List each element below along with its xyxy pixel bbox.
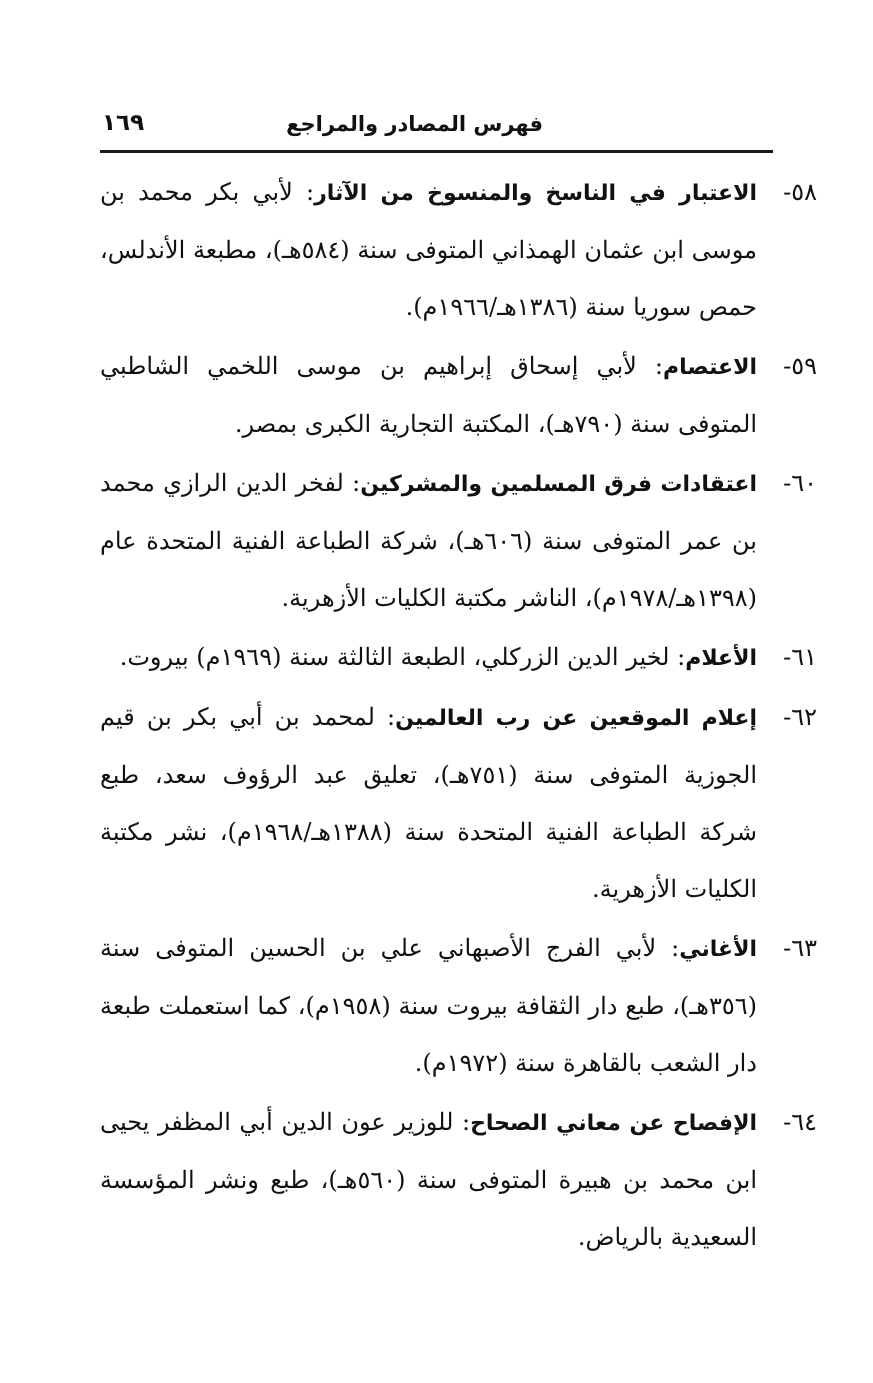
entry-title: إعلام الموقعين عن رب العالمين (395, 706, 757, 731)
bibliography-entry-59 (100, 338, 817, 453)
bibliography-entry-61 (100, 629, 817, 687)
entry-title: الاعتبار في الناسخ والمنسوخ من الآثار (314, 181, 758, 206)
entry-title: الأغاني (679, 937, 757, 962)
entry-number: ٦٤- (783, 1108, 817, 1136)
entry-title: الاعتصام (663, 355, 757, 380)
entry-body (100, 689, 757, 918)
bibliography-entry-60 (100, 455, 817, 627)
entry-text: : لأبي بكر محمد بن موسى ابن عثمان الهمذاني المتوفى سنة (٥٨٤هـ)، مطبعة الأندلس، حمص سوريا سنة (١٣٨٦هـ/١٩٦٦م). (100, 178, 757, 321)
entry-body (100, 338, 757, 453)
entry-number: ٦٣- (783, 934, 817, 962)
entry-body (100, 455, 757, 627)
entry-body (100, 1094, 757, 1266)
entry-text: : لأبي إسحاق إبراهيم بن موسى اللخمي الشاطبي المتوفى سنة (٧٩٠هـ)، المكتبة التجارية الكبرى بمصر. (100, 352, 757, 438)
entry-number: ٥٨- (783, 178, 817, 206)
entry-title: اعتقادات فرق المسلمين والمشركين (360, 472, 757, 497)
page-number: ١٦٩ (102, 110, 145, 136)
running-title: فهرس المصادر والمراجع (286, 112, 543, 136)
bibliography-entry-58 (100, 164, 817, 336)
entry-number: ٦٢- (783, 703, 817, 731)
entry-text: : لخير الدين الزركلي، الطبعة الثالثة سنة (١٩٦٩م) بيروت. (119, 643, 686, 671)
entry-text: : للوزير عون الدين أبي المظفر يحيى ابن محمد بن هبيرة المتوفى سنة (٥٦٠هـ)، طبع ونشر المؤسسة السعيدية بالرياض. (100, 1108, 757, 1251)
entry-body (100, 920, 757, 1092)
entry-text: : لمحمد بن أبي بكر بن قيم الجوزية المتوفى سنة (٧٥١هـ)، تعليق عبد الرؤوف سعد، طبع شركة الطباعة الفنية المتحدة سنة (١٣٨٨هـ/١٩٦٨م)، نشر مكتبة الكليات الأزهرية. (100, 703, 757, 903)
entry-title: الأعلام (685, 646, 757, 671)
entry-text: : لفخر الدين الرازي محمد بن عمر المتوفى سنة (٦٠٦هـ)، شركة الطباعة الفنية المتحدة عام (١٣٩٨هـ/١٩٧٨م)، الناشر مكتبة الكليات الأزهرية. (100, 469, 757, 612)
entry-text: : لأبي الفرج الأصبهاني علي بن الحسين المتوفى سنة (٣٥٦هـ)، طبع دار الثقافة بيروت سنة (١٩٥٨م)، كما استعملت طبعة دار الشعب بالقاهرة سنة (١٩٧٢م). (100, 934, 757, 1077)
bibliography-entry-62 (100, 689, 817, 918)
entry-body (100, 164, 757, 336)
entry-number: ٥٩- (783, 352, 817, 380)
entry-number: ٦٠- (783, 469, 817, 497)
page-header (100, 108, 773, 153)
bibliography-list (100, 164, 817, 1268)
bibliography-entry-64 (100, 1094, 817, 1266)
bibliography-entry-63 (100, 920, 817, 1092)
entry-body (100, 629, 757, 687)
entry-number: ٦١- (783, 643, 817, 671)
entry-title: الإفصاح عن معاني الصحاح (470, 1111, 757, 1136)
